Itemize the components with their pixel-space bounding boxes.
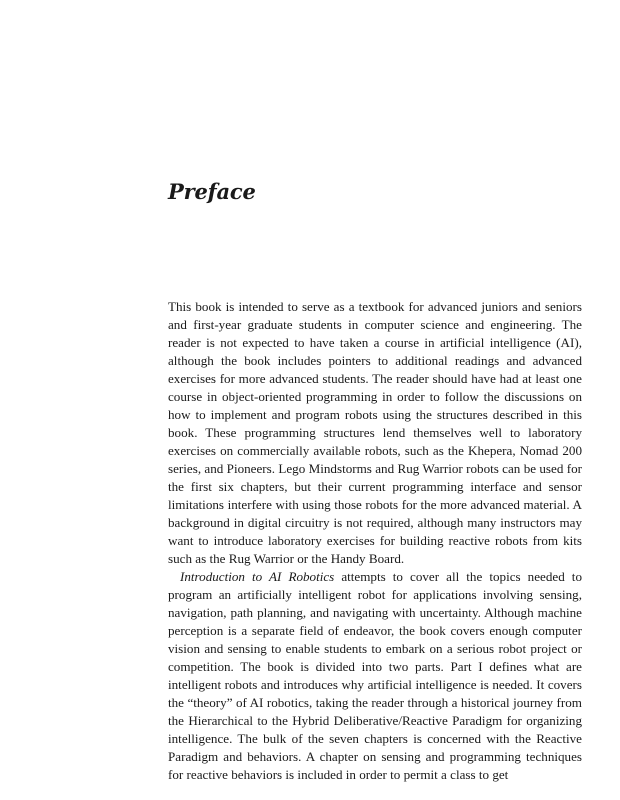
body-text [168,298,582,784]
book-title-italic: Introduction to AI Robotics [180,569,335,584]
chapter-title: Preface [168,179,256,204]
paragraph-text: This book is intended to serve as a textbook for advanced juniors and seniors and first-year graduate students in computer science and engineering. The reader is not expected to have taken a course in artificial intelligence (AI), although the book includes pointers to additional readings and advanced exercises for more advanced students. The reader should have had at least one course in object-oriented programming in order to follow the discussions on how to implement and program robots using the structures described in this book. These programming structures lend themselves well to laboratory exercises on commercially available robots, such as the Khepera, Nomad 200 series, and Pioneers. Lego Mindstorms and Rug Warrior robots can be used for the first six chapters, but their current programming interface and sensor limitations interfere with using those robots for the more advanced material. A background in digital circuitry is not required, although many instructors may want to introduce laboratory exercises for building reactive robots from kits such as the Rug Warrior or the Handy Board. [168,299,582,566]
paragraph-text: attempts to cover all the topics needed to program an artificially intelligent robot for applications involving sensing, navigation, path planning, and navigating with uncertainty. Although machine perception is a separate field of endeavor, the book covers enough computer vision and sensing to enable students to embark on a serious robot project or competition. The book is divided into two parts. Part I defines what are intelligent robots and introduces why artificial intelligence is needed. It covers the “theory” of AI robotics, taking the reader through a historical journey from the Hierarchical to the Hybrid Deliberative/Reactive Paradigm for organizing intelligence. The bulk of the seven chapters is concerned with the Reactive Paradigm and behaviors. A chapter on sensing and programming techniques for reactive behaviors is included in order to permit a class to get [168,569,582,782]
paragraph-scope [168,568,582,784]
paragraph-intro [168,298,582,568]
